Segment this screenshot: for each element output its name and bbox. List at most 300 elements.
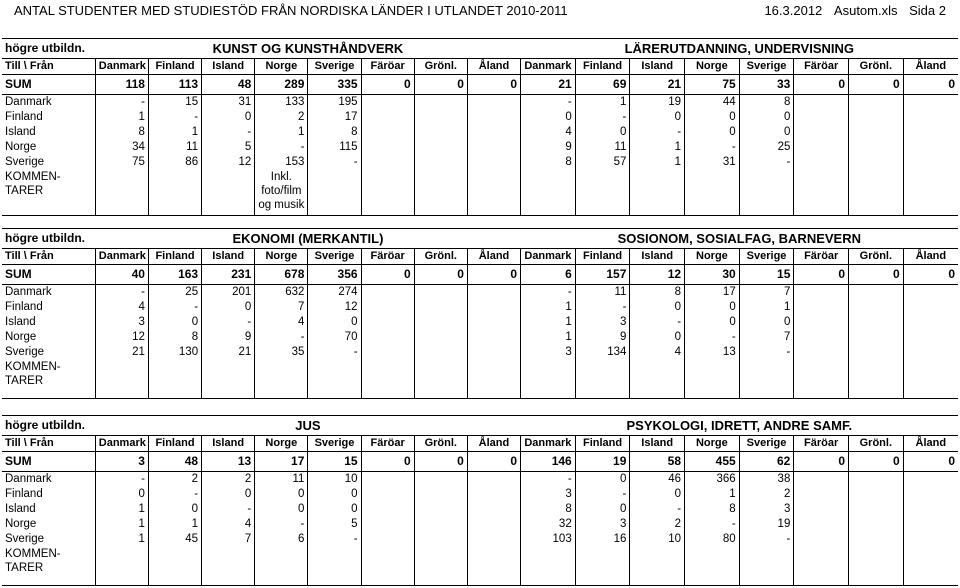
table-row (2, 315, 958, 330)
data-cell: 2 (148, 472, 201, 488)
data-cell: 0 (148, 502, 201, 517)
data-cell: 57 (575, 155, 630, 170)
data-cell (794, 487, 849, 502)
data-cell: - (95, 95, 148, 111)
data-cell (414, 300, 467, 315)
data-cell (849, 110, 904, 125)
comment-cell (255, 547, 308, 586)
data-cell: 2 (630, 517, 685, 532)
data-cell: 0 (202, 110, 255, 125)
comment-cell (685, 360, 740, 399)
sum-cell: 157 (575, 265, 630, 285)
column-header: Island (630, 436, 685, 452)
data-cell (794, 502, 849, 517)
data-cell: 1 (521, 315, 576, 330)
data-cell: 4 (95, 300, 148, 315)
corner-header: Till \ Från (2, 59, 95, 75)
data-cell (849, 502, 904, 517)
data-cell (794, 300, 849, 315)
data-cell: - (308, 532, 361, 547)
data-cell: 9 (575, 330, 630, 345)
data-cell (361, 517, 414, 532)
data-cell: 0 (308, 315, 361, 330)
comments-label (2, 547, 95, 586)
data-cell: - (95, 285, 148, 301)
data-cell: 8 (308, 125, 361, 140)
data-cell (467, 345, 520, 360)
data-cell: - (739, 532, 794, 547)
table-row (2, 472, 958, 488)
data-cell (414, 330, 467, 345)
print-date: 16.3.2012 (764, 3, 823, 18)
data-cell (414, 532, 467, 547)
data-cell (361, 110, 414, 125)
sum-cell: 0 (361, 75, 414, 95)
data-cell: - (255, 140, 308, 155)
comment-cell (739, 360, 794, 399)
row-label: Finland (5, 488, 43, 500)
column-header: Sverige (308, 249, 361, 265)
column-header: Danmark (521, 436, 576, 452)
comment-note-line: foto/film (261, 185, 302, 197)
data-table-block (2, 415, 958, 586)
data-cell: 38 (739, 472, 794, 488)
data-cell: 201 (202, 285, 255, 301)
row-label: Sverige (5, 533, 44, 545)
data-cell (849, 95, 904, 111)
sum-cell: 0 (794, 452, 849, 472)
column-header: Island (202, 436, 255, 452)
column-header: Danmark (95, 249, 148, 265)
sum-cell: 0 (794, 265, 849, 285)
sum-cell: 48 (148, 452, 201, 472)
data-cell (414, 285, 467, 301)
data-cell: - (148, 110, 201, 125)
sum-cell: 21 (521, 75, 576, 95)
data-cell (467, 472, 520, 488)
data-cell: 0 (202, 487, 255, 502)
data-cell: 0 (148, 315, 201, 330)
data-cell (903, 125, 958, 140)
data-cell: 103 (521, 532, 576, 547)
comments-row (2, 360, 958, 399)
column-header: Grönl. (414, 436, 467, 452)
data-cell: 13 (685, 345, 740, 360)
data-cell: 9 (521, 140, 576, 155)
comments-label-line: KOMMEN- (5, 548, 61, 560)
data-cell (794, 472, 849, 488)
data-cell (361, 487, 414, 502)
data-cell (849, 140, 904, 155)
data-cell (414, 125, 467, 140)
column-header: Åland (903, 249, 958, 265)
row-label: Norge (5, 331, 37, 343)
data-cell: 115 (308, 140, 361, 155)
data-cell (903, 472, 958, 488)
sum-cell: 0 (361, 452, 414, 472)
data-cell: 3 (575, 315, 630, 330)
data-cell (794, 140, 849, 155)
data-cell (467, 330, 520, 345)
data-cell (903, 315, 958, 330)
data-cell: - (739, 155, 794, 170)
comments-label (2, 360, 95, 399)
data-cell: 2 (202, 472, 255, 488)
column-header: Grönl. (414, 249, 467, 265)
data-cell: 0 (575, 502, 630, 517)
corner-header: Till \ Från (2, 436, 95, 452)
comment-cell (361, 547, 414, 586)
column-header: Sverige (308, 436, 361, 452)
data-cell (849, 472, 904, 488)
data-cell: 0 (685, 110, 740, 125)
comment-cell (685, 547, 740, 586)
column-header: Danmark (95, 436, 148, 452)
data-cell: - (202, 315, 255, 330)
data-cell (467, 125, 520, 140)
data-cell: 2 (255, 110, 308, 125)
data-cell: 12 (202, 155, 255, 170)
column-header: Finland (148, 249, 201, 265)
table-row (2, 285, 958, 301)
sum-cell: 0 (849, 452, 904, 472)
data-cell (903, 300, 958, 315)
data-cell: - (630, 125, 685, 140)
data-cell (903, 502, 958, 517)
comment-note-line: Inkl. (270, 171, 292, 183)
data-cell: 1 (148, 125, 201, 140)
column-header: Sverige (739, 249, 794, 265)
data-cell (903, 140, 958, 155)
data-cell (361, 472, 414, 488)
data-cell (849, 517, 904, 532)
data-cell: 1 (95, 517, 148, 532)
data-cell: 11 (148, 140, 201, 155)
sum-cell: 356 (308, 265, 361, 285)
data-cell: 1 (521, 330, 576, 345)
data-cell: 21 (202, 345, 255, 360)
comments-label-line: TARER (5, 185, 44, 197)
sum-cell: 289 (255, 75, 308, 95)
comment-note-line: og musik (258, 199, 305, 211)
data-table-block (2, 228, 958, 399)
table-row (2, 155, 958, 170)
comment-cell (148, 360, 201, 399)
data-cell: 21 (95, 345, 148, 360)
comment-cell (467, 547, 520, 586)
data-cell: 34 (95, 140, 148, 155)
page-number: Sida 2 (909, 3, 946, 18)
data-cell: 0 (308, 502, 361, 517)
column-header: Grönl. (849, 249, 904, 265)
row-label: Norge (5, 518, 37, 530)
data-cell (361, 315, 414, 330)
column-header: Åland (467, 59, 520, 75)
comment-cell (739, 547, 794, 586)
data-cell (903, 95, 958, 111)
comment-cell (361, 360, 414, 399)
data-cell: 11 (575, 285, 630, 301)
sum-cell: 15 (308, 452, 361, 472)
data-cell: - (521, 285, 576, 301)
data-cell (849, 345, 904, 360)
data-cell: - (521, 472, 576, 488)
data-cell (849, 330, 904, 345)
data-cell: 0 (95, 487, 148, 502)
data-cell (361, 140, 414, 155)
sum-cell: 17 (255, 452, 308, 472)
column-header: Norge (255, 436, 308, 452)
data-cell (361, 95, 414, 111)
data-cell (849, 125, 904, 140)
data-cell (903, 155, 958, 170)
data-cell: - (308, 155, 361, 170)
data-cell: 86 (148, 155, 201, 170)
page-meta (756, 3, 946, 18)
data-cell: 8 (95, 125, 148, 140)
data-cell: 45 (148, 532, 201, 547)
data-cell: 9 (202, 330, 255, 345)
data-cell: 7 (739, 285, 794, 301)
data-cell: 7 (202, 532, 255, 547)
sum-cell: 455 (685, 452, 740, 472)
column-header: Färöar (361, 249, 414, 265)
data-cell (849, 315, 904, 330)
level-label: högre utbildn. (2, 416, 95, 436)
data-cell: 12 (308, 300, 361, 315)
data-cell: - (148, 300, 201, 315)
comment-cell (739, 170, 794, 216)
data-cell: 16 (575, 532, 630, 547)
sum-cell: 0 (903, 265, 958, 285)
column-header: Finland (148, 436, 201, 452)
comment-cell (308, 360, 361, 399)
comment-cell (308, 170, 361, 216)
comment-cell (521, 170, 576, 216)
data-cell (794, 330, 849, 345)
data-cell: 7 (255, 300, 308, 315)
data-cell: - (685, 330, 740, 345)
data-cell: 10 (630, 532, 685, 547)
comment-cell (202, 360, 255, 399)
data-cell: 1 (255, 125, 308, 140)
data-cell (414, 315, 467, 330)
column-header: Grönl. (414, 59, 467, 75)
data-cell: 32 (521, 517, 576, 532)
data-cell: 17 (685, 285, 740, 301)
sum-cell: 69 (575, 75, 630, 95)
data-cell (467, 95, 520, 111)
sum-cell: 0 (849, 75, 904, 95)
column-header-row (2, 436, 958, 452)
data-cell (467, 502, 520, 517)
data-cell: 1 (95, 532, 148, 547)
comment-cell (255, 170, 308, 216)
data-cell (794, 110, 849, 125)
sum-cell: 3 (95, 452, 148, 472)
data-cell (794, 517, 849, 532)
data-cell (903, 330, 958, 345)
data-cell (414, 95, 467, 111)
data-cell (467, 517, 520, 532)
data-cell: 11 (255, 472, 308, 488)
data-cell: 195 (308, 95, 361, 111)
column-header: Finland (575, 436, 630, 452)
table-row (2, 345, 958, 360)
sum-cell: 0 (467, 265, 520, 285)
data-cell (414, 345, 467, 360)
comment-cell (903, 360, 958, 399)
data-cell: 6 (255, 532, 308, 547)
data-cell: - (148, 487, 201, 502)
column-header: Danmark (521, 59, 576, 75)
table-row (2, 110, 958, 125)
comment-cell (794, 170, 849, 216)
sum-label: SUM (2, 265, 95, 285)
data-cell: 274 (308, 285, 361, 301)
data-cell: 133 (255, 95, 308, 111)
data-cell: 1 (95, 110, 148, 125)
sum-cell: 0 (414, 452, 467, 472)
comment-cell (414, 170, 467, 216)
data-cell (361, 125, 414, 140)
sum-cell: 13 (202, 452, 255, 472)
column-header: Finland (575, 249, 630, 265)
data-cell: - (202, 502, 255, 517)
column-header: Island (202, 59, 255, 75)
data-cell: 3 (739, 502, 794, 517)
data-cell: 0 (575, 472, 630, 488)
data-cell: 3 (575, 517, 630, 532)
comment-cell (255, 360, 308, 399)
data-cell (467, 285, 520, 301)
comment-cell (202, 170, 255, 216)
data-cell (467, 532, 520, 547)
sum-label: SUM (2, 75, 95, 95)
row-label: Sverige (5, 346, 44, 358)
data-cell: 8 (739, 95, 794, 111)
data-cell: 7 (739, 330, 794, 345)
sum-cell: 40 (95, 265, 148, 285)
data-cell: 0 (255, 502, 308, 517)
data-cell (414, 472, 467, 488)
section-title-row (2, 39, 958, 59)
data-cell: 46 (630, 472, 685, 488)
data-cell: - (255, 517, 308, 532)
sum-row (2, 265, 958, 285)
sum-cell: 0 (467, 75, 520, 95)
data-cell (903, 285, 958, 301)
data-cell: 153 (255, 155, 308, 170)
data-cell: - (685, 140, 740, 155)
data-cell (794, 95, 849, 111)
sum-cell: 163 (148, 265, 201, 285)
comments-row (2, 547, 958, 586)
data-cell (849, 532, 904, 547)
column-header: Island (202, 249, 255, 265)
comment-cell (95, 547, 148, 586)
sum-row (2, 452, 958, 472)
data-cell (361, 330, 414, 345)
level-label: högre utbildn. (2, 229, 95, 249)
section-title-left: KUNST OG KUNSTHÅNDVERK (95, 39, 520, 59)
row-label: Danmark (5, 473, 52, 485)
section-title-right: PSYKOLOGI, IDRETT, ANDRE SAMF. (521, 416, 958, 436)
comments-label-line: TARER (5, 562, 44, 574)
column-header: Färöar (794, 436, 849, 452)
data-cell (794, 125, 849, 140)
column-header: Sverige (308, 59, 361, 75)
data-cell: 31 (202, 95, 255, 111)
data-cell: 1 (95, 502, 148, 517)
column-header: Grönl. (849, 59, 904, 75)
section-title-row (2, 229, 958, 249)
column-header: Sverige (739, 436, 794, 452)
column-header: Norge (255, 249, 308, 265)
data-cell: 0 (739, 315, 794, 330)
comments-label-line: KOMMEN- (5, 171, 61, 183)
comment-cell (308, 547, 361, 586)
section-title-right: LÄRERUTDANNING, UNDERVISNING (521, 39, 958, 59)
data-cell: 3 (521, 487, 576, 502)
row-label: Island (5, 316, 36, 328)
comment-cell (575, 170, 630, 216)
data-cell: 1 (739, 300, 794, 315)
data-cell (467, 155, 520, 170)
comment-cell (361, 170, 414, 216)
column-header: Åland (903, 436, 958, 452)
sum-cell: 15 (739, 265, 794, 285)
data-cell: 1 (630, 140, 685, 155)
sum-cell: 21 (630, 75, 685, 95)
column-header: Norge (685, 249, 740, 265)
data-cell: - (575, 110, 630, 125)
column-header: Åland (467, 436, 520, 452)
data-cell: 4 (630, 345, 685, 360)
row-label: Sverige (5, 156, 44, 168)
data-cell: 12 (95, 330, 148, 345)
comments-label-line: TARER (5, 375, 44, 387)
data-cell: 0 (255, 487, 308, 502)
data-cell (794, 315, 849, 330)
sum-row (2, 75, 958, 95)
column-header: Norge (685, 436, 740, 452)
data-cell: 130 (148, 345, 201, 360)
comment-cell (849, 360, 904, 399)
column-header: Färöar (794, 249, 849, 265)
data-cell: 4 (202, 517, 255, 532)
data-cell (361, 532, 414, 547)
data-cell: 4 (255, 315, 308, 330)
data-cell (794, 345, 849, 360)
comment-cell (521, 547, 576, 586)
sum-cell: 0 (849, 265, 904, 285)
comment-cell (630, 170, 685, 216)
data-cell: 70 (308, 330, 361, 345)
column-header: Åland (467, 249, 520, 265)
column-header-row (2, 59, 958, 75)
data-cell: 2 (739, 487, 794, 502)
data-cell: - (95, 472, 148, 488)
column-header: Finland (148, 59, 201, 75)
table-row (2, 487, 958, 502)
sum-cell: 0 (903, 75, 958, 95)
column-header: Färöar (361, 436, 414, 452)
data-cell: 19 (630, 95, 685, 111)
data-cell: 0 (308, 487, 361, 502)
data-cell: 25 (148, 285, 201, 301)
comment-cell (849, 170, 904, 216)
